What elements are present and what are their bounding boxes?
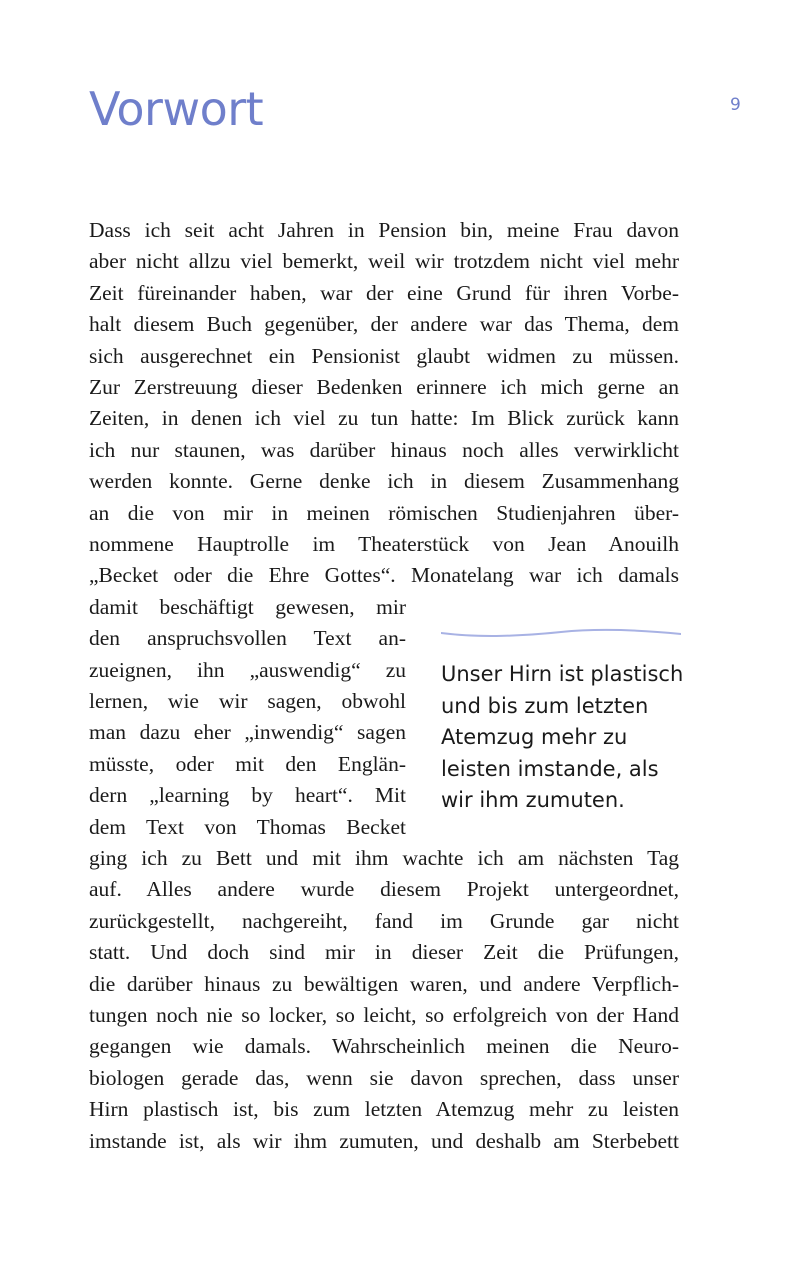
pull-quote-line: Unser Hirn ist plastisch	[441, 662, 684, 686]
text-line: man dazu eher „inwendig“ sagen	[89, 720, 406, 745]
text-line: Zeiten, in denen ich viel zu tun hatte: Im Blick zurück kann	[89, 406, 679, 431]
text-line: gegangen wie damals. Wahrscheinlich meinen die Neuro-	[89, 1034, 679, 1059]
text-line: Zur Zerstreuung dieser Bedenken erinnere ich mich gerne an	[89, 375, 679, 399]
page-number: 9	[730, 95, 741, 115]
text-line: biologen gerade das, wenn sie davon sprechen, dass unser	[89, 1065, 679, 1090]
text-line: statt. Und doch sind mir in dieser Zeit die Prüfungen,	[89, 940, 679, 965]
text-line: ging ich zu Bett und mit ihm wachte ich am nächsten Tag	[89, 846, 679, 870]
page-title: Vorwort	[89, 82, 264, 136]
text-line: halt diesem Buch gegenüber, der andere war das Thema, dem	[89, 312, 679, 337]
text-line: werden konnte. Gerne denke ich in diesem Zusammenhang	[89, 469, 679, 494]
pull-quote-line: Atemzug mehr zu	[441, 725, 628, 750]
text-line: dern „learning by heart“. Mit	[89, 783, 406, 808]
pull-quote-line: wir ihm zumuten.	[441, 788, 625, 813]
text-line: auf. Alles andere wurde diesem Projekt untergeordnet,	[89, 877, 679, 902]
text-line: Zeit füreinander haben, war der eine Grund für ihren Vorbe-	[89, 280, 679, 305]
text-line: nommene Hauptrolle im Theaterstück von Jean Anouilh	[89, 532, 679, 556]
text-line: imstande ist, als wir ihm zumuten, und deshalb am Sterbebett	[89, 1128, 679, 1153]
text-line: dem Text von Thomas Becket	[89, 814, 406, 839]
pull-quote	[441, 659, 731, 817]
text-line: zueignen, ihn „auswendig“ zu	[89, 657, 406, 682]
text-line: an die von mir in meinen römischen Studienjahren über-	[89, 500, 679, 525]
text-line: den anspruchsvollen Text an-	[89, 626, 406, 651]
text-line: die darüber hinaus zu bewältigen waren, und andere Verpflich-	[89, 971, 679, 996]
text-line: zurückgestellt, nachgereiht, fand im Grunde gar nicht	[89, 908, 679, 933]
text-line: damit beschäftigt gewesen, mir	[89, 594, 406, 619]
text-line: lernen, wie wir sagen, obwohl	[89, 689, 406, 713]
pull-quote-line: leisten imstande, als	[441, 756, 659, 781]
wavy-divider	[441, 624, 681, 640]
text-line: ich nur staunen, was darüber hinaus noch alles verwirklicht	[89, 437, 679, 462]
pull-quote-line: und bis zum letzten	[441, 693, 649, 718]
text-line: Hirn plastisch ist, bis zum letzten Atemzug mehr zu leisten	[89, 1097, 679, 1122]
text-line: müsste, oder mit den Englän-	[89, 751, 406, 776]
text-line: tungen noch nie so locker, so leicht, so erfolgreich von der Hand	[89, 1003, 679, 1027]
text-line: aber nicht allzu viel bemerkt, weil wir trotzdem nicht viel mehr	[89, 249, 679, 274]
text-line: „Becket oder die Ehre Gottes“. Monatelang war ich damals	[89, 563, 679, 588]
text-line: sich ausgerechnet ein Pensionist glaubt widmen zu müssen.	[89, 343, 679, 368]
text-line: Dass ich seit acht Jahren in Pension bin, meine Frau davon	[89, 218, 679, 242]
